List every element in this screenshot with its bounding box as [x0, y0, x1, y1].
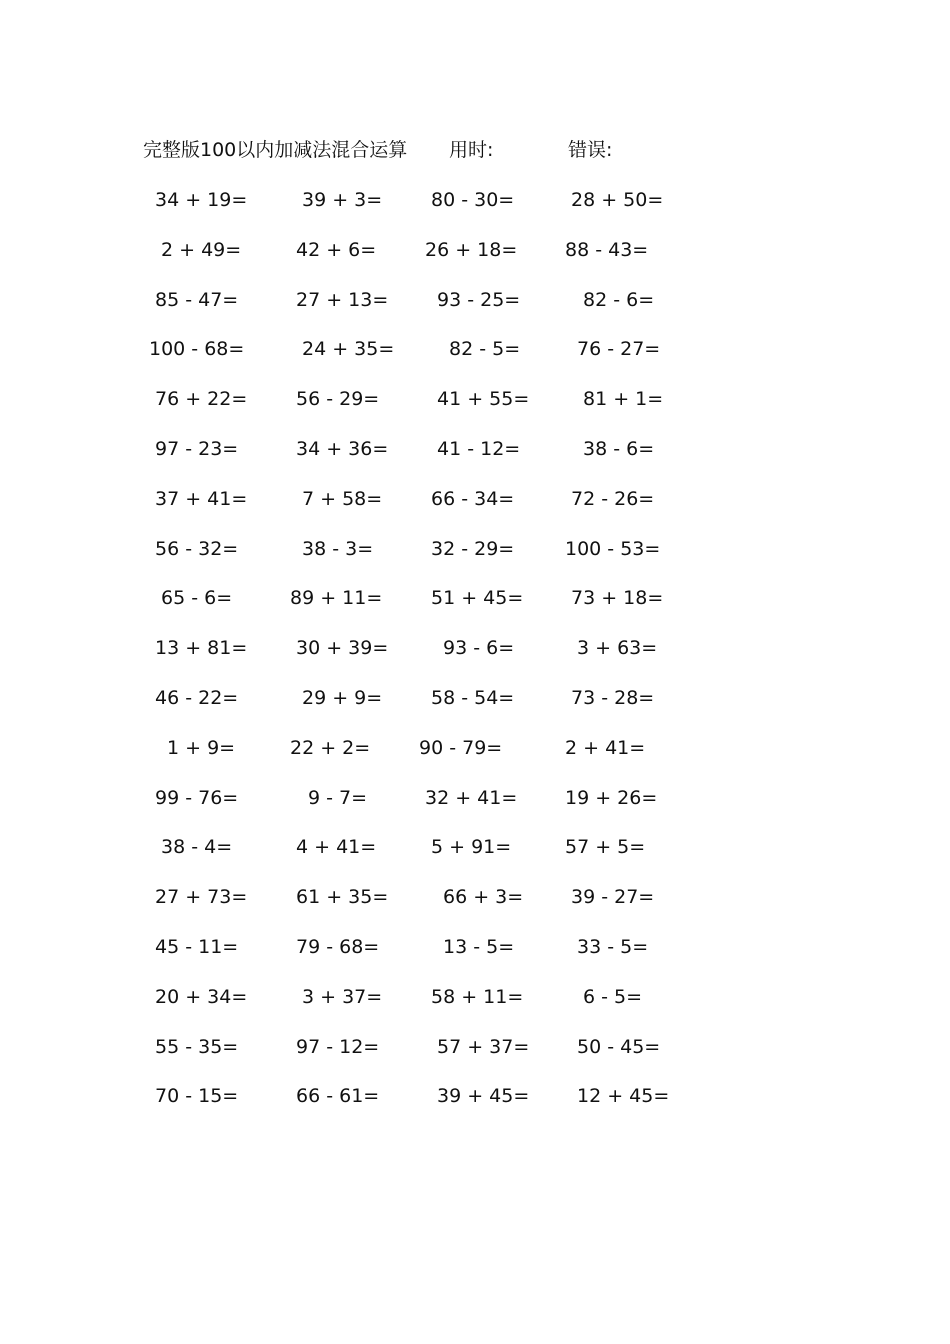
- math-problem: 4 + 41=: [296, 836, 377, 859]
- math-problem: 46 - 22=: [155, 686, 239, 709]
- problem-row: [0, 335, 950, 385]
- math-problem: 3 + 63=: [577, 637, 658, 660]
- math-problem: 41 + 55=: [437, 388, 530, 411]
- math-problem: 24 + 35=: [302, 338, 395, 361]
- math-problem: 34 + 19=: [155, 189, 248, 211]
- math-problem: 82 - 5=: [449, 338, 521, 361]
- math-problem: 76 + 22=: [155, 388, 248, 411]
- problem-row: [0, 485, 950, 535]
- math-problem: 80 - 30=: [431, 189, 515, 211]
- math-problem: 41 - 12=: [437, 437, 521, 460]
- math-problem: 30 + 39=: [296, 637, 389, 660]
- math-problem: 27 + 73=: [155, 886, 248, 909]
- math-problem: 79 - 68=: [296, 935, 380, 958]
- math-problem: 38 - 3=: [302, 537, 374, 560]
- math-problem: 7 + 58=: [302, 487, 383, 510]
- problem-row: [0, 734, 950, 784]
- math-problem: 97 - 23=: [155, 437, 239, 460]
- math-problem: 61 + 35=: [296, 886, 389, 909]
- problem-row: [0, 186, 950, 236]
- math-problem: 42 + 6=: [296, 238, 377, 261]
- math-problem: 33 - 5=: [577, 935, 649, 958]
- problem-row: [0, 435, 950, 485]
- math-problem: 39 + 45=: [437, 1085, 530, 1108]
- math-problem: 88 - 43=: [565, 238, 649, 261]
- math-problem: 26 + 18=: [425, 238, 518, 261]
- problem-row: [0, 883, 950, 933]
- problem-row: [0, 634, 950, 684]
- math-problem: 89 + 11=: [290, 587, 383, 610]
- problem-row: [0, 784, 950, 834]
- math-problem: 13 - 5=: [443, 935, 515, 958]
- math-problem: 50 - 45=: [577, 1035, 661, 1058]
- math-problem: 51 + 45=: [431, 587, 524, 610]
- math-problem: 58 - 54=: [431, 686, 515, 709]
- math-problem: 5 + 91=: [431, 836, 512, 859]
- math-problem: 12 + 45=: [577, 1085, 670, 1108]
- math-problem: 72 - 26=: [571, 487, 655, 510]
- math-problem: 39 - 27=: [571, 886, 655, 909]
- math-problem: 9 - 7=: [308, 786, 368, 809]
- math-problem: 32 - 29=: [431, 537, 515, 560]
- math-problem: 73 - 28=: [571, 686, 655, 709]
- math-problem: 55 - 35=: [155, 1035, 239, 1058]
- math-problem: 3 + 37=: [302, 985, 383, 1008]
- problem-row: [0, 584, 950, 634]
- math-problem: 82 - 6=: [583, 288, 655, 311]
- problem-row: [0, 385, 950, 435]
- math-problem: 22 + 2=: [290, 736, 371, 759]
- math-problem: 45 - 11=: [155, 935, 239, 958]
- time-label: 用时:: [449, 139, 494, 161]
- math-problem: 97 - 12=: [296, 1035, 380, 1058]
- math-problem: 38 - 4=: [161, 836, 233, 859]
- math-problem: 37 + 41=: [155, 487, 248, 510]
- problem-row: [0, 236, 950, 286]
- problem-row: [0, 933, 950, 983]
- math-problem: 6 - 5=: [583, 985, 643, 1008]
- math-problem: 58 + 11=: [431, 985, 524, 1008]
- worksheet-title: 完整版100以内加减法混合运算: [143, 139, 408, 161]
- errors-label: 错误:: [568, 139, 613, 161]
- problem-grid: [0, 186, 950, 1132]
- math-problem: 56 - 29=: [296, 388, 380, 411]
- math-problem: 1 + 9=: [167, 736, 236, 759]
- math-problem: 70 - 15=: [155, 1085, 239, 1108]
- math-problem: 32 + 41=: [425, 786, 518, 809]
- math-problem: 57 + 5=: [565, 836, 646, 859]
- problem-row: [0, 684, 950, 734]
- math-problem: 27 + 13=: [296, 288, 389, 311]
- math-problem: 93 - 6=: [443, 637, 515, 660]
- problem-row: [0, 1033, 950, 1083]
- math-problem: 100 - 53=: [565, 537, 661, 560]
- math-problem: 28 + 50=: [571, 189, 664, 211]
- math-problem: 13 + 81=: [155, 637, 248, 660]
- math-problem: 90 - 79=: [419, 736, 503, 759]
- math-problem: 66 + 3=: [443, 886, 524, 909]
- math-problem: 73 + 18=: [571, 587, 664, 610]
- math-problem: 66 - 61=: [296, 1085, 380, 1108]
- math-problem: 76 - 27=: [577, 338, 661, 361]
- math-problem: 85 - 47=: [155, 288, 239, 311]
- math-problem: 19 + 26=: [565, 786, 658, 809]
- problem-row: [0, 286, 950, 336]
- math-problem: 20 + 34=: [155, 985, 248, 1008]
- math-problem: 39 + 3=: [302, 189, 383, 211]
- math-problem: 99 - 76=: [155, 786, 239, 809]
- math-problem: 2 + 41=: [565, 736, 646, 759]
- problem-row: [0, 535, 950, 585]
- problem-row: [0, 1082, 950, 1132]
- math-problem: 29 + 9=: [302, 686, 383, 709]
- math-problem: 65 - 6=: [161, 587, 233, 610]
- math-problem: 66 - 34=: [431, 487, 515, 510]
- math-problem: 57 + 37=: [437, 1035, 530, 1058]
- math-problem: 100 - 68=: [149, 338, 245, 361]
- math-problem: 56 - 32=: [155, 537, 239, 560]
- problem-row: [0, 983, 950, 1033]
- math-problem: 38 - 6=: [583, 437, 655, 460]
- math-problem: 34 + 36=: [296, 437, 389, 460]
- math-problem: 93 - 25=: [437, 288, 521, 311]
- math-problem: 81 + 1=: [583, 388, 664, 411]
- problem-row: [0, 833, 950, 883]
- math-problem: 2 + 49=: [161, 238, 242, 261]
